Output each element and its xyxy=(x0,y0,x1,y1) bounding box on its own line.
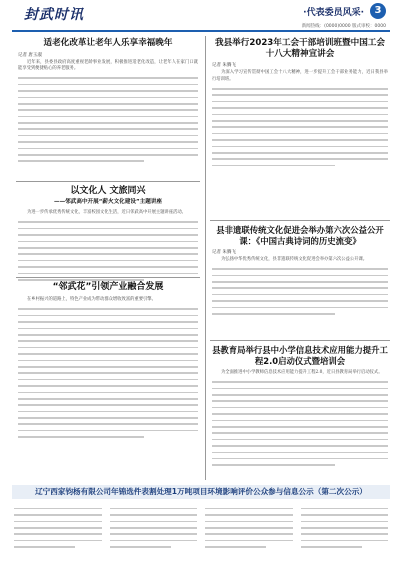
article-body xyxy=(212,268,388,314)
page-number-badge: 3 xyxy=(370,3,386,19)
masthead-rule xyxy=(12,30,390,32)
article-body xyxy=(18,308,198,437)
article-subtitle: ——邻武高中开展“薪火文化建设”主题讲座 xyxy=(53,199,163,206)
section-title: ·代表委员风采· xyxy=(303,8,364,18)
article-union-training xyxy=(212,38,388,171)
article-body xyxy=(18,221,198,280)
article-lead: 为深入学习宣传贯彻中国工会十八大精神，进一步提升工会干部业务能力，近日我县举行培训班。 xyxy=(212,70,388,82)
article-body xyxy=(212,88,388,166)
article-it-training xyxy=(212,345,388,471)
article-lead: 近年来，县委县政府高度重视老龄事业发展，积极推进适老化改造，让老年人在家门口就能享受到便捷贴心的养老服务。 xyxy=(18,59,198,72)
article-title: 县非遗联传统文化促进会举办第六次公益公开课：《中国古典诗词的历史流变》 xyxy=(216,225,384,246)
article-body xyxy=(212,381,388,466)
public-notice-body xyxy=(14,503,388,561)
divider xyxy=(210,340,390,341)
article-byline: 记者 唐玉淑 xyxy=(18,52,42,58)
divider xyxy=(16,181,200,182)
article-lecture xyxy=(212,225,388,319)
article-title: 适老化改革让老年人乐享幸福晚年 xyxy=(43,38,173,48)
public-notice-title: 辽宁西家钧杨有限公司年锦选件表割处理1万吨项目环境影响评价公众参与信息公示（第二次公示） xyxy=(35,487,367,496)
newspaper-brand: 封武时讯 xyxy=(24,7,84,23)
article-lead: 为弘扬中华优秀传统文化，县非遗联传统文化促进会举办第六次公益公开课。 xyxy=(221,257,368,262)
article-title: 以文化人 文旅同兴 xyxy=(70,186,146,196)
article-title: 我县举行2023年工会干部培训班暨中国工会十八大精神宣讲会 xyxy=(214,38,385,59)
article-title: 县教育局举行县中小学信息技术应用能力提升工程2.0启动仪式暨培训会 xyxy=(212,345,388,366)
masthead xyxy=(0,0,400,22)
article-culture xyxy=(18,186,198,285)
article-byline: 记者 朱腾飞 xyxy=(212,63,236,69)
divider xyxy=(16,277,200,278)
divider xyxy=(210,220,390,221)
article-byline: 记者 朱腾飞 xyxy=(212,250,236,255)
article-body xyxy=(18,77,198,162)
article-industry xyxy=(18,282,198,443)
article-lead: 为全面推进中小学教师信息技术应用能力提升工程2.0，近日县教育局举行启动仪式。 xyxy=(221,370,383,375)
masthead-subline: 新闻热线：(0000)0000 版式审校：0000 xyxy=(301,24,386,29)
public-notice-header xyxy=(12,485,390,499)
article-title: “邻武花”引领产业融合发展 xyxy=(52,282,164,292)
column-divider xyxy=(205,36,206,480)
article-lead: 在乡村振兴的道路上，特色产业成为带动群众增收致富的重要引擎。 xyxy=(27,297,156,303)
article-adaptation xyxy=(18,38,198,167)
article-lead: 为进一步传承优秀传统文化，丰富校园文化生活，近日邻武高中开展主题讲座活动。 xyxy=(27,210,186,216)
